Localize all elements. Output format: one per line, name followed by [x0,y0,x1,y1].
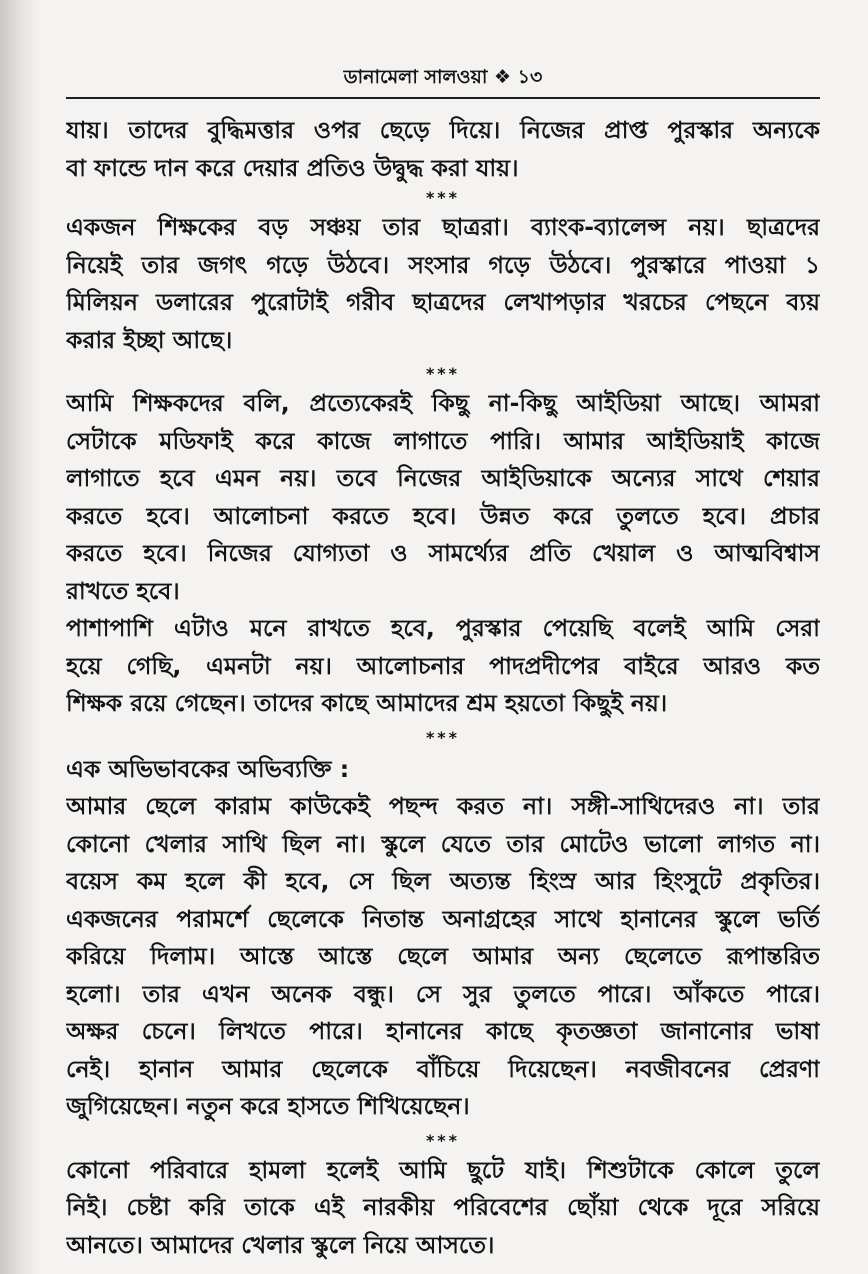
page-body [66,112,820,1264]
text-line: সেটাকে মডিফাই করে কাজে লাগাতে পারি। আমার আইডিয়াই কাজে [66,426,820,455]
paragraph [66,209,820,359]
section-heading: এক অভিভাবকের অভিব্যক্তি : [66,754,350,783]
text-line: করতে হবে। আলোচনা করতে হবে। উন্নত করে তুলতে হবে। প্রচার [66,501,820,530]
section-separator: *** [425,188,461,207]
text-line: রাখতে হবে। [66,576,180,605]
paragraph [66,610,820,723]
text-line: অক্ষর চেনে। লিখতে পারে। হানানের কাছে কৃতজ্ঞতা জানানোর ভাষা [66,1017,820,1045]
paragraph [66,385,820,610]
text-line: কোনো খেলার সাথি ছিল না। স্কুলে যেতে তার মোটেও ভালো লাগত না। [66,829,820,858]
section-separator: *** [425,364,461,383]
section-separator: *** [425,1130,461,1150]
text-line: বয়েস কম হলে কী হবে, সে ছিল অত্যন্ত হিংস্র আর হিংসুটে প্রকৃতির। [66,867,820,895]
text-line: একজনের পরামর্শে ছেলেকে নিতান্ত অনাগ্রহের সাথে হানানের স্কুলে ভর্তি [66,904,820,933]
section-separator: *** [425,727,461,747]
text-line: হয়ে গেছি, এমনটা নয়। আলোচনার পাদপ্রদীপের বাইরে আরও কত [66,651,820,680]
text-line: হলো। তার এখন অনেক বন্ধু। সে সুর তুলতে পারে। আঁকতে পারে। [66,979,820,1008]
text-line: কোনো পরিবারে হামলা হলেই আমি ছুটে যাই। শিশুটাকে কোলে তুলে [66,1155,820,1184]
page-binding-shadow [0,0,40,1274]
text-line: নিয়েই তার জগৎ গড়ে উঠবে। সংসার গড়ে উঠবে। পুরস্কারে পাওয়া ১ [66,250,820,279]
text-line: করতে হবে। নিজের যোগ্যতা ও সামর্থ্যের প্রতি খেয়াল ও আত্মবিশ্বাস [66,539,820,567]
paragraph [66,112,820,187]
text-line: একজন শিক্ষকের বড় সঞ্চয় তার ছাত্ররা। ব্যাংক-ব্যালেন্স নয়। ছাত্রদের [66,213,820,241]
text-line: যায়। তাদের বুদ্ধিমত্তার ওপর ছেড়ে দিয়ে। নিজের প্রাপ্ত পুরস্কার অন্যকে [66,116,820,144]
text-line: মিলিয়ন ডলারের পুরোটাই গরীব ছাত্রদের লেখাপড়ার খরচের পেছনে ব্যয় [66,288,820,316]
text-line: নেই। হানান আমার ছেলেকে বাঁচিয়ে দিয়েছেন। নবজীবনের প্রেরণা [66,1054,820,1083]
text-line: শিক্ষক রয়ে গেছেন। তাদের কাছে আমাদের শ্রম হয়তো কিছুই নয়। [66,689,668,717]
text-line: বা ফান্ডে দান করে দেয়ার প্রতিও উদ্বুদ্ধ করা যায়। [66,153,519,182]
text-line: করিয়ে দিলাম। আস্তে আস্তে ছেলে আমার অন্য ছেলেতে রূপান্তরিত [66,942,820,970]
paragraph [66,1152,820,1265]
text-line: নিই। চেষ্টা করি তাকে এই নারকীয় পরিবেশের ছোঁয়া থেকে দূরে সরিয়ে [66,1193,820,1221]
text-line: পাশাপাশি এটাও মনে রাখতে হবে, পুরস্কার পেয়েছি বলেই আমি সেরা [66,614,820,642]
text-line: আমার ছেলে কারাম কাউকেই পছন্দ করত না। সঙ্গী-সাথিদেরও না। তার [66,792,820,820]
running-header: ডানামেলা সালওয়া ❖ ১৩ [343,66,543,88]
text-line: লাগাতে হবে এমন নয়। তবে নিজের আইডিয়াকে অন্যের সাথে শেয়ার [66,464,820,492]
text-line: আমি শিক্ষকদের বলি, প্রত্যেকেরই কিছু না-কিছু আইডিয়া আছে। আমরা [66,389,820,417]
text-line: করার ইচ্ছা আছে। [66,325,233,354]
header-rule [66,97,820,99]
text-line: জুগিয়েছেন। নতুন করে হাসতে শিখিয়েছেন। [66,1092,470,1120]
text-line: আনতে। আমাদের খেলার স্কুলে নিয়ে আসতে। [66,1230,495,1259]
paragraph [66,788,820,1126]
